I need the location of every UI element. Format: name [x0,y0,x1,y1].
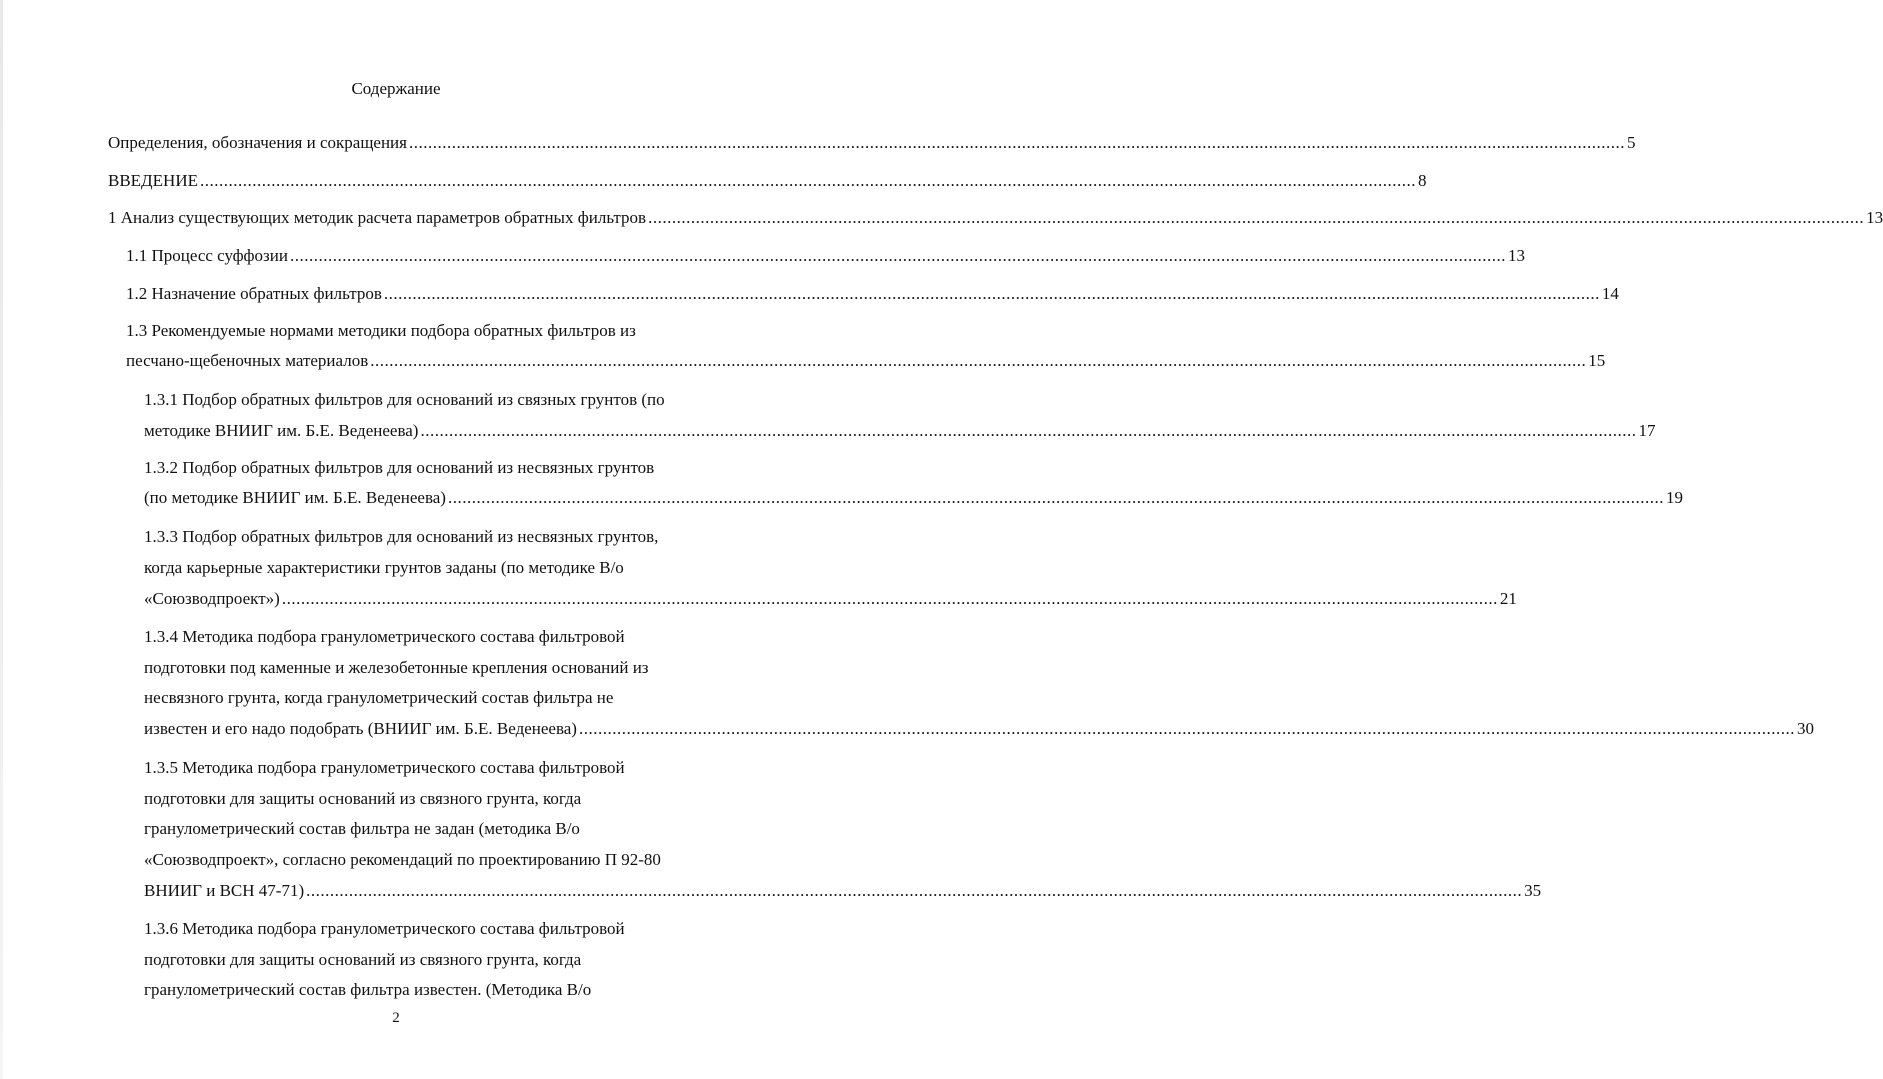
toc-leader-dots: ................................................................................................................................................................................................................................................................ [408,133,1625,152]
toc-entry-page: 8 [1417,171,1427,190]
toc-entry-1-3 [126,350,1606,372]
toc-entry-1-3-3-line: 1.3.3 Подбор обратных фильтров для оснований из несвязных грунтов, [144,527,659,546]
toc-entry-1-3-6-line: гранулометрический состав фильтра известен. (Методика В/о [144,980,592,999]
toc-entry-page: 13 [1507,246,1525,265]
toc-entry-1-3-5-line: подготовки для защиты оснований из связного грунта, когда [144,789,582,808]
toc-entry-page: 35 [1524,881,1542,900]
toc-leader-dots: ................................................................................................................................................................................................................................................................ [447,488,1664,507]
toc-entry-1-3-5 [144,880,1542,902]
toc-entry-1-1 [126,245,1525,267]
toc-title: Содержание [351,79,441,98]
toc-entry-text: (по методике ВНИИГ им. Б.Е. Веденеева) [144,488,446,507]
toc-entry-1-3-1-line: 1.3.1 Подбор обратных фильтров для оснований из связных грунтов (по [144,390,665,409]
toc-entry-text: песчано-щебеночных материалов [126,351,369,370]
toc-entry-text: ВНИИГ и ВСН 47-71) [144,881,305,900]
toc-entry-1-3-3-line: когда карьерные характеристики грунтов заданы (по методике В/о [144,558,624,577]
toc-entry-1-3-4 [144,718,1814,740]
toc-entry-chapter-1 [108,207,1883,229]
toc-entry-page: 30 [1796,719,1814,738]
toc-leader-dots: ................................................................................................................................................................................................................................................................ [578,719,1795,738]
toc-entry-1-3-line: 1.3 Рекомендуемые нормами методики подбора обратных фильтров из [126,321,636,340]
toc-entry-page: 19 [1665,488,1683,507]
toc-entry-1-3-6-line: подготовки для защиты оснований из связного грунта, когда [144,950,582,969]
toc-leader-dots: ................................................................................................................................................................................................................................................................ [420,421,1637,440]
toc-entry-1-3-5-line: гранулометрический состав фильтра не задан (методика В/о [144,819,580,838]
toc-leader-dots: ................................................................................................................................................................................................................................................................ [370,351,1587,370]
toc-entry-text: методике ВНИИГ им. Б.Е. Веденеева) [144,421,419,440]
toc-entry-page: 14 [1601,284,1619,303]
toc-entry-text: ВВЕДЕНИЕ [108,171,198,190]
toc-entry-definitions [108,132,1636,154]
toc-entry-1-3-4-line: несвязного грунта, когда гранулометрический состав фильтра не [144,688,614,707]
toc-entry-text: 1 Анализ существующих методик расчета параметров обратных фильтров [108,208,647,227]
toc-entry-text: 1.1 Процесс суффозии [126,246,288,265]
toc-entry-1-3-6-line: 1.3.6 Методика подбора гранулометрического состава фильтровой [144,919,625,938]
toc-entry-page: 21 [1499,589,1517,608]
toc-entry-text: известен и его надо подобрать (ВНИИГ им. Б.Е. Веденеева) [144,719,577,738]
toc-entry-text: Определения, обозначения и сокращения [108,133,407,152]
toc-leader-dots: ................................................................................................................................................................................................................................................................ [648,208,1865,227]
toc-entry-1-3-4-line: подготовки под каменные и железобетонные крепления оснований из [144,658,649,677]
scan-edge-shadow [0,0,3,1079]
toc-entry-1-3-5-line: «Союзводпроект», согласно рекомендаций по проектированию П 92-80 [144,850,661,869]
toc-leader-dots: ................................................................................................................................................................................................................................................................ [281,589,1498,608]
toc-entry-text: «Союзводпроект») [144,589,280,608]
page-number: 2 [392,1010,400,1026]
toc-leader-dots: ................................................................................................................................................................................................................................................................ [306,881,1523,900]
toc-leader-dots: ................................................................................................................................................................................................................................................................ [289,246,1506,265]
toc-entry-1-3-4-line: 1.3.4 Методика подбора гранулометрического состава фильтровой [144,627,625,646]
toc-entry-1-3-5-line: 1.3.5 Методика подбора гранулометрического состава фильтровой [144,758,625,777]
toc-entry-1-3-3 [144,588,1517,610]
toc-entry-1-3-2 [144,487,1683,509]
toc-entry-page: 17 [1638,421,1656,440]
toc-entry-introduction [108,170,1427,192]
toc-entry-text: 1.2 Назначение обратных фильтров [126,284,382,303]
toc-leader-dots: ................................................................................................................................................................................................................................................................ [199,171,1416,190]
toc-entry-1-3-1 [144,420,1656,442]
toc-entry-page: 5 [1626,133,1636,152]
toc-entry-page: 13 [1866,208,1883,227]
toc-entry-1-2 [126,283,1619,305]
toc-entry-1-3-2-line: 1.3.2 Подбор обратных фильтров для оснований из несвязных грунтов [144,458,655,477]
toc-entry-page: 15 [1588,351,1606,370]
toc-leader-dots: ................................................................................................................................................................................................................................................................ [383,284,1600,303]
